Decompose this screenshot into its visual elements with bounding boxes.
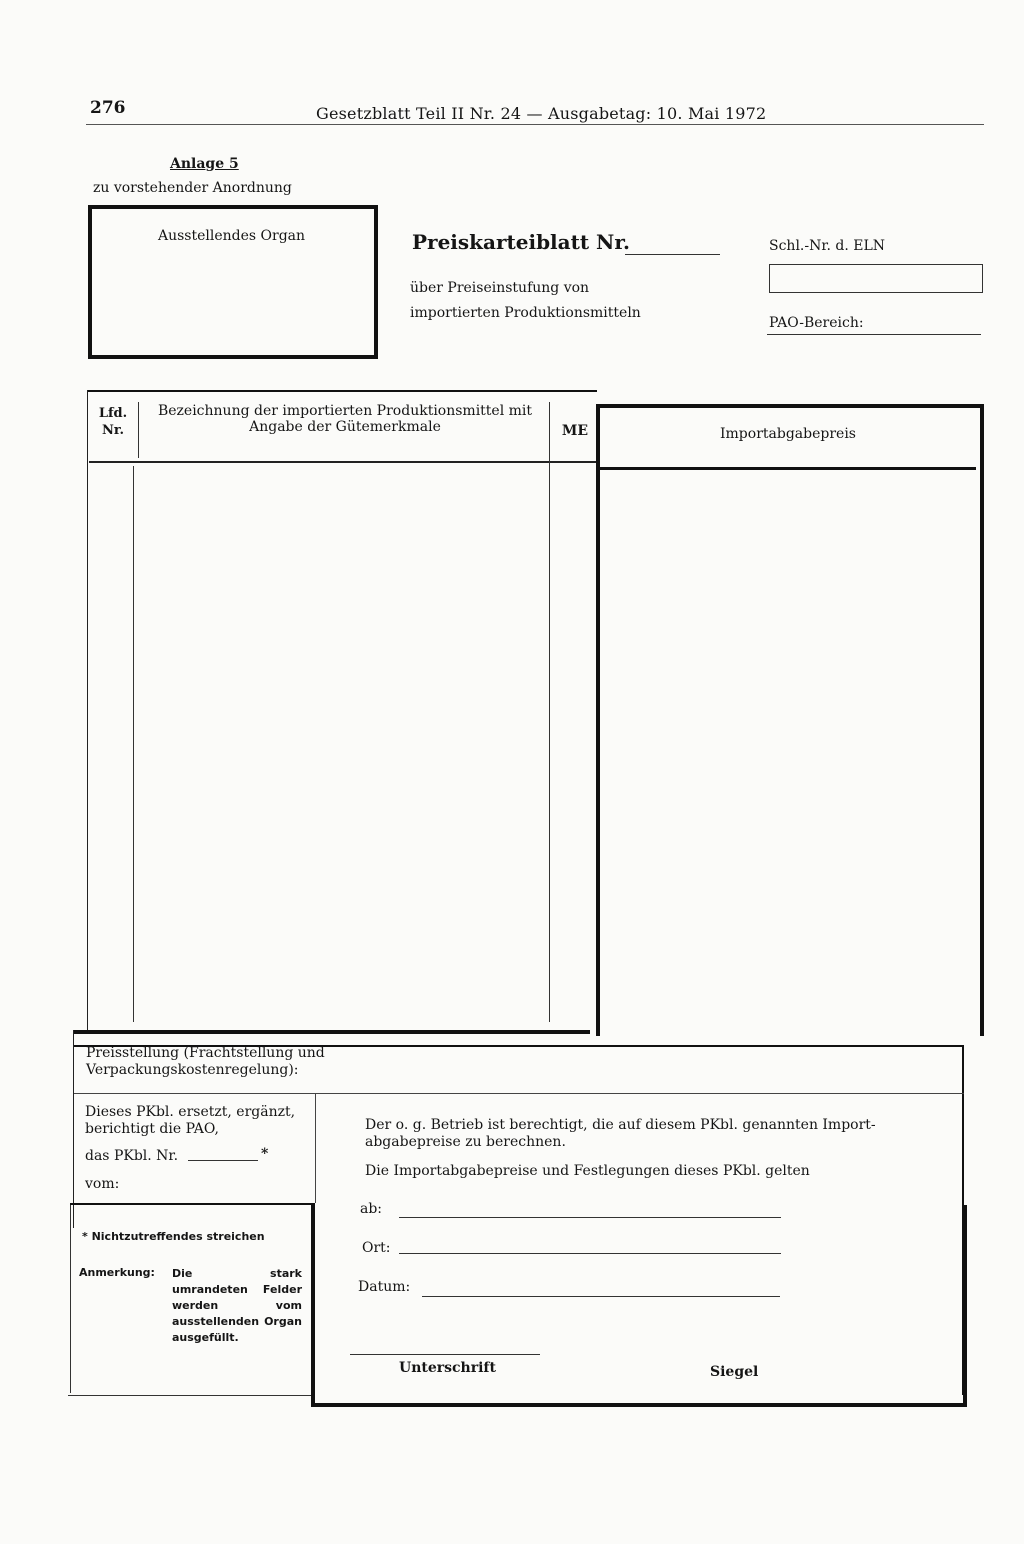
import-price-column[interactable] <box>596 404 984 1036</box>
signature-field[interactable] <box>350 1354 540 1355</box>
form-subtitle-line1: über Preiseinstufung von <box>410 280 590 296</box>
table-top-rule <box>87 390 597 392</box>
col-header-bezeichnung: Bezeichnung der importierten Produktionsmittel mit Angabe der Gütemerkmale <box>157 403 533 435</box>
preisstellung-label-line2: Verpackungskostenregelung): <box>86 1062 299 1078</box>
asterisk-marker: * <box>261 1146 269 1162</box>
pao-bereich-field[interactable] <box>767 334 981 335</box>
header-title: Gesetzblatt Teil II Nr. 24 — Ausgabetag: 10. Mai 1972 <box>316 104 767 123</box>
table-col-separator-body <box>133 466 134 1022</box>
annex-subtitle: zu vorstehender Anordnung <box>93 180 292 196</box>
form-title: Preiskarteiblatt Nr. <box>412 230 630 254</box>
form-subtitle-line2: importierten Produktionsmitteln <box>410 305 641 321</box>
replacement-line1: Dieses PKbl. ersetzt, ergänzt, <box>85 1104 296 1120</box>
ab-field[interactable] <box>399 1217 781 1218</box>
lower-left-border <box>73 1030 74 1228</box>
ort-field[interactable] <box>399 1253 781 1254</box>
notes-bottom-rule <box>68 1395 312 1396</box>
preisstellung-label-line1: Preisstellung (Frachtstellung und <box>86 1045 325 1061</box>
schl-nr-field[interactable] <box>769 264 983 293</box>
issuer-label: Ausstellendes Organ <box>158 228 306 244</box>
seal-label: Siegel <box>710 1364 759 1380</box>
schl-nr-label: Schl.-Nr. d. ELN <box>769 238 886 254</box>
validity-text: Die Importabgabepreise und Festlegungen dieses PKbl. gelten <box>365 1163 810 1179</box>
authorization-line1: Der o. g. Betrieb ist berechtigt, die auf diesem PKbl. genannten Import- <box>365 1117 876 1133</box>
replacement-pkbl-label: das PKbl. Nr. <box>85 1148 179 1164</box>
table-bottom-rule <box>74 1030 590 1034</box>
annex-title: Anlage 5 <box>170 156 239 172</box>
preisstellung-bottom-rule <box>74 1093 964 1094</box>
col-header-me: ME <box>561 423 589 439</box>
datum-field[interactable] <box>422 1296 780 1297</box>
remark-text: Die stark umrandeten Felder werden vom ausstellenden Organ ausgefüllt. <box>172 1267 302 1344</box>
form-number-field[interactable] <box>625 254 720 255</box>
replacement-vom-label: vom: <box>85 1176 120 1192</box>
footnote: * Nichtzutreffendes streichen <box>82 1230 265 1243</box>
table-header-rule <box>89 461 599 463</box>
ort-label: Ort: <box>362 1240 391 1256</box>
datum-label: Datum: <box>358 1279 411 1295</box>
table-left-border <box>87 390 88 1030</box>
col-header-import: Importabgabepreis <box>720 426 856 442</box>
authorization-line2: abgabepreise zu berechnen. <box>365 1134 566 1150</box>
page-number: 276 <box>90 98 126 118</box>
header-rule <box>86 124 984 125</box>
table-col-separator-header <box>138 402 139 458</box>
remark-label: Anmerkung: <box>79 1266 155 1279</box>
signature-label: Unterschrift <box>399 1360 496 1376</box>
pao-bereich-label: PAO-Bereich: <box>769 315 864 331</box>
import-header-rule <box>600 467 976 470</box>
lower-mid-separator <box>315 1093 316 1203</box>
col-header-lfd: Lfd. Nr. <box>98 406 128 438</box>
table-me-separator <box>549 402 550 1022</box>
ab-label: ab: <box>360 1201 383 1217</box>
replacement-pkbl-field[interactable] <box>188 1160 258 1161</box>
replacement-line2: berichtigt die PAO, <box>85 1121 219 1137</box>
authorization-box[interactable] <box>311 1205 967 1407</box>
